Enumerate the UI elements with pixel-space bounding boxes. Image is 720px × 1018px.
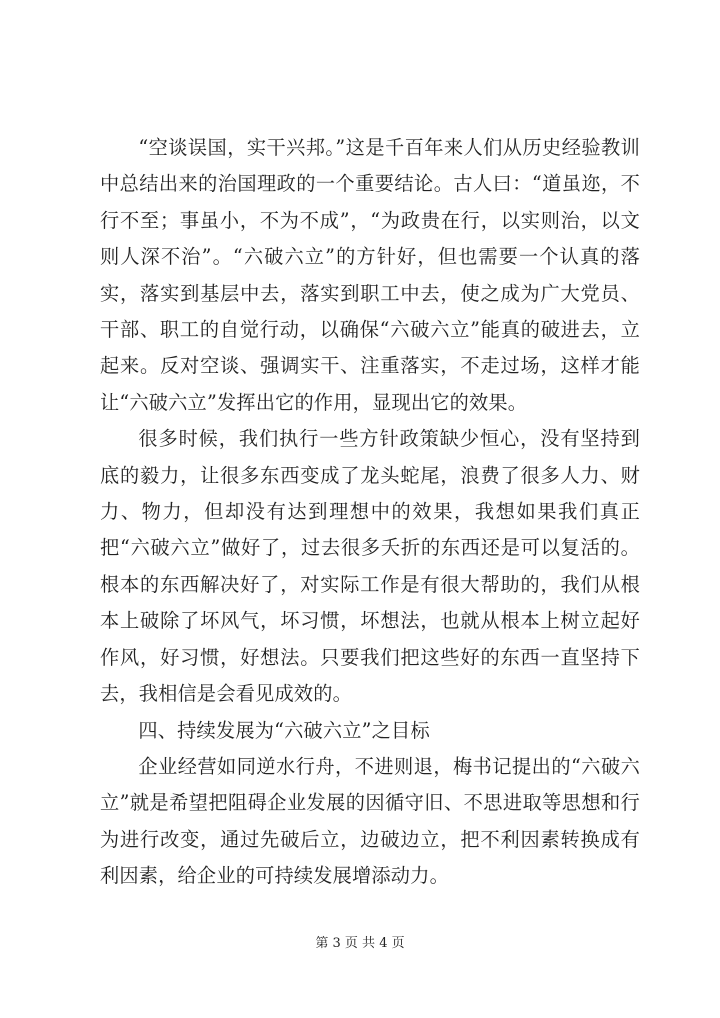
- document-body: [100, 130, 640, 895]
- section-heading: 四、持续发展为“六破六立”之目标: [138, 718, 430, 742]
- paragraph-3: 企业经营如同逆水行舟，不进则退，梅书记提出的“六破六立”就是希望把阻碍企业发展的因循守旧、不思进取等思想和行为进行改变，通过先破后立，边破边立，把不利因素转换成有利因素，给企业的可持续发展增添动力。: [100, 754, 640, 888]
- paragraph-2: 很多时候，我们执行一些方针政策缺少恒心，没有坚持到底的毅力，让很多东西变成了龙头蛇尾，浪费了很多人力、财力、物力，但却没有达到理想中的效果，我想如果我们真正把“六破六立”做好了，过去很多夭折的东西还是可以复活的。根本的东西解决好了，对实际工作是有很大帮助的，我们从根本上破除了坏风气，坏习惯，坏想法，也就从根本上树立起好作风，好习惯，好想法。只要我们把这些好的东西一直坚持下去，我相信是会看见成效的。: [100, 427, 640, 706]
- paragraph-1: “空谈误国，实干兴邦。”这是千百年来人们从历史经验教训中总结出来的治国理政的一个重要结论。古人曰：“道虽迩，不行不至；事虽小，不为不成”，“为政贵在行，以实则治，以文则人深不治”。“六破六立”的方针好，但也需要一个认真的落实，落实到基层中去，落实到职工中去，使之成为广大党员、干部、职工的自觉行动，以确保“六破六立”能真的破进去，立起来。反对空谈、强调实干、注重落实，不走过场，这样才能让“六破六立”发挥出它的作用，显现出它的效果。: [100, 136, 640, 414]
- page-number-footer: 第 3 页 共 4 页: [315, 936, 405, 951]
